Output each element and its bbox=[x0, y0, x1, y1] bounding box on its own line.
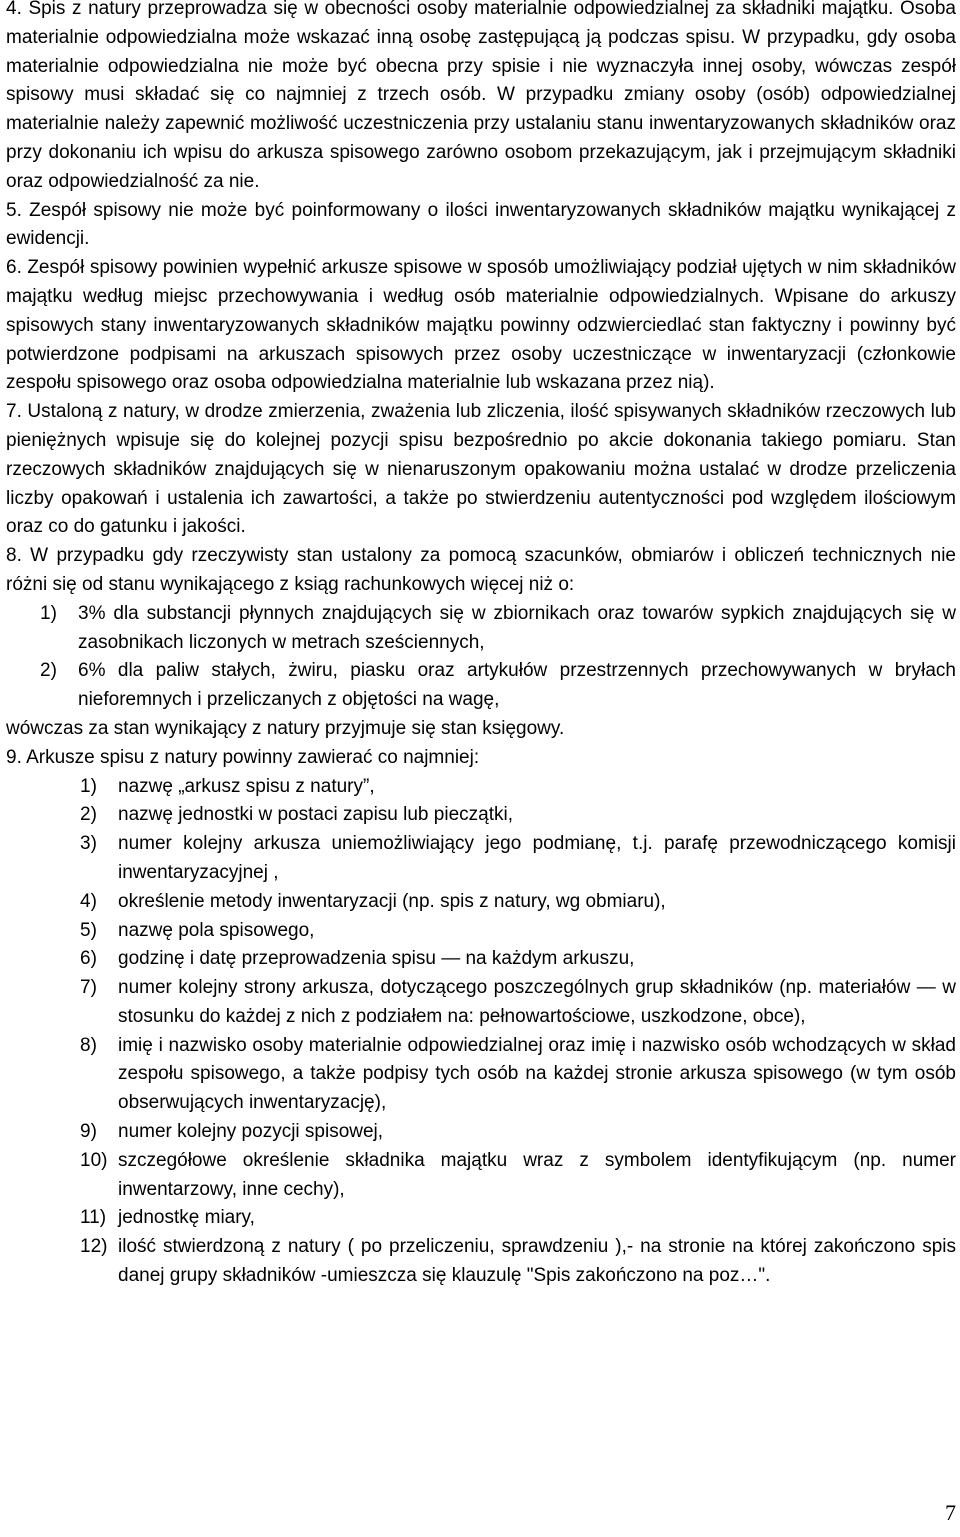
list-item-number: 11) bbox=[80, 1207, 107, 1229]
list-item-number: 12) bbox=[80, 1236, 108, 1258]
list-item bbox=[6, 1233, 956, 1291]
list-item-number: 1) bbox=[80, 775, 97, 797]
paragraph-6: 6. Zespół spisowy powinien wypełnić arkusze spisowe w sposób umożliwiający podział ujętych w nim składników majątku według miejsc przechowywania i według osób materialnie odpowiedzialnych. Wpisane do arkuszy spisowych stany inwentaryzowanych składników majątku powinny odzwierciedlać stan faktyczny i powinny być potwierdzone podpisami na arkuszach spisowych przez osoby uczestniczące w inwentaryzacji (członkowie zespołu spisowego oraz osoba odpowiedzialna materialnie lub wskazana przez nią). bbox=[6, 257, 956, 394]
list-item bbox=[6, 830, 956, 888]
list-item-number: 2) bbox=[80, 804, 97, 826]
list-item-text: 6% dla paliw stałych, żwiru, piasku oraz artykułów przestrzennych przechowywanych w bryłach nieforemnych i przeliczanych z objętości na wagę, bbox=[78, 660, 956, 711]
list-item bbox=[6, 600, 956, 658]
list-item-text: nazwę „arkusz spisu z natury”, bbox=[118, 775, 375, 797]
paragraph-9: 9. Arkusze spisu z natury powinny zawierać co najmniej: bbox=[6, 746, 480, 768]
paragraph-4: 4. Spis z natury przeprowadza się w obecności osoby materialnie odpowiedzialnej za składniki majątku. Osoba materialnie odpowiedzialna może wskazać inną osobę zastępującą ją podczas spisu. W przypadku, gdy osoba materialnie odpowiedzialna nie może być obecna przy spisie i nie wyznaczyła innej osoby, wówczas zespół spisowy musi składać się co najmniej z trzech osób. W przypadku zmiany osoby (osób) odpowiedzialnej materialnie należy zapewnić możliwość uczestniczenia przy ustalaniu stanu inwentaryzowanych składników oraz przy dokonaniu ich wpisu do arkusza spisowego zarówno osobom przekazującym, jak i przejmującym składniki oraz odpowiedzialność za nie. bbox=[6, 0, 956, 192]
list-item bbox=[6, 888, 956, 917]
paragraph-8-tail: wówczas za stan wynikający z natury przyjmuje się stan księgowy. bbox=[6, 717, 565, 739]
list-item-number: 4) bbox=[80, 890, 97, 912]
list-item-number: 1) bbox=[40, 602, 57, 624]
list-item bbox=[6, 773, 956, 802]
list-item-number: 6) bbox=[80, 948, 97, 970]
list-item bbox=[6, 657, 956, 715]
paragraph-9-list bbox=[6, 773, 956, 1291]
page-number: 7 bbox=[945, 1500, 956, 1525]
paragraph-7: 7. Ustaloną z natury, w drodze zmierzenia, zważenia lub zliczenia, ilość spisywanych składników rzeczowych lub pieniężnych wpisuje się do kolejnej pozycji spisu bezpośrednio po akcie dokonania takiego pomiaru. Stan rzeczowych składników znajdujących się w nienaruszonym opakowaniu można ustalać w drodze przeliczenia liczby opakowań i ustalenia ich zawartości, a także po stwierdzeniu autentyczności pod względem ilościowym oraz co do gatunku i jakości. bbox=[6, 401, 956, 538]
document-page bbox=[6, 0, 956, 1291]
list-item-text: ilość stwierdzoną z natury ( po przeliczeniu, sprawdzeniu ),- na stronie na której zakończono spis danej grupy składników -umieszcza się klauzulę "Spis zakończono na poz…". bbox=[118, 1236, 956, 1287]
list-item-number: 2) bbox=[40, 660, 57, 682]
list-item bbox=[6, 974, 956, 1032]
list-item-text: numer kolejny arkusza uniemożliwiający jego podmianę, t.j. parafę przewodniczącego komisji inwentaryzacyjnej , bbox=[118, 833, 956, 883]
list-item bbox=[6, 917, 956, 946]
list-item-number: 7) bbox=[80, 977, 97, 999]
list-item-number: 10) bbox=[80, 1149, 108, 1171]
list-item-text: imię i nazwisko osoby materialnie odpowiedzialnej oraz imię i nazwisko osób wchodzących w skład zespołu spisowego, a także podpisy tych osób na każdej stronie arkusza spisowego (w tym osób obserwujących inwentaryzację), bbox=[118, 1034, 956, 1114]
list-item bbox=[6, 1147, 956, 1205]
list-item-text: numer kolejny pozycji spisowej, bbox=[118, 1121, 384, 1143]
list-item bbox=[6, 1204, 956, 1233]
list-item-text: nazwę pola spisowego, bbox=[118, 919, 315, 941]
list-item bbox=[6, 1118, 956, 1147]
list-item-text: godzinę i datę przeprowadzenia spisu — na każdym arkuszu, bbox=[118, 948, 635, 970]
paragraph-8-list bbox=[6, 600, 956, 715]
list-item bbox=[6, 801, 956, 830]
list-item-number: 8) bbox=[80, 1034, 97, 1056]
list-item-text: jednostkę miary, bbox=[118, 1207, 255, 1229]
list-item-number: 3) bbox=[80, 833, 97, 855]
list-item-text: szczegółowe określenie składnika majątku wraz z symbolem identyfikującym (np. numer inwentarzowy, inne cechy), bbox=[118, 1149, 956, 1200]
list-item-text: określenie metody inwentaryzacji (np. spis z natury, wg obmiaru), bbox=[118, 890, 666, 912]
list-item-text: numer kolejny strony arkusza, dotyczącego poszczególnych grup składników (np. materiałów — w stosunku do każdej z nich z podziałem na: pełnowartościowe, uszkodzone, obce), bbox=[118, 977, 956, 1027]
list-item bbox=[6, 945, 956, 974]
paragraph-8: 8. W przypadku gdy rzeczywisty stan ustalony za pomocą szacunków, obmiarów i obliczeń technicznych nie różni się od stanu wynikającego z ksiąg rachunkowych więcej niż o: bbox=[6, 545, 956, 595]
list-item bbox=[6, 1032, 956, 1118]
list-item-text: nazwę jednostki w postaci zapisu lub pieczątki, bbox=[118, 804, 513, 826]
list-item-number: 9) bbox=[80, 1121, 97, 1143]
list-item-number: 5) bbox=[80, 919, 97, 941]
paragraph-5: 5. Zespół spisowy nie może być poinformowany o ilości inwentaryzowanych składników majątku wynikającej z ewidencji. bbox=[6, 199, 956, 250]
list-item-text: 3% dla substancji płynnych znajdujących się w zbiornikach oraz towarów sypkich znajdujących się w zasobnikach liczonych w metrach sześciennych, bbox=[78, 602, 956, 653]
